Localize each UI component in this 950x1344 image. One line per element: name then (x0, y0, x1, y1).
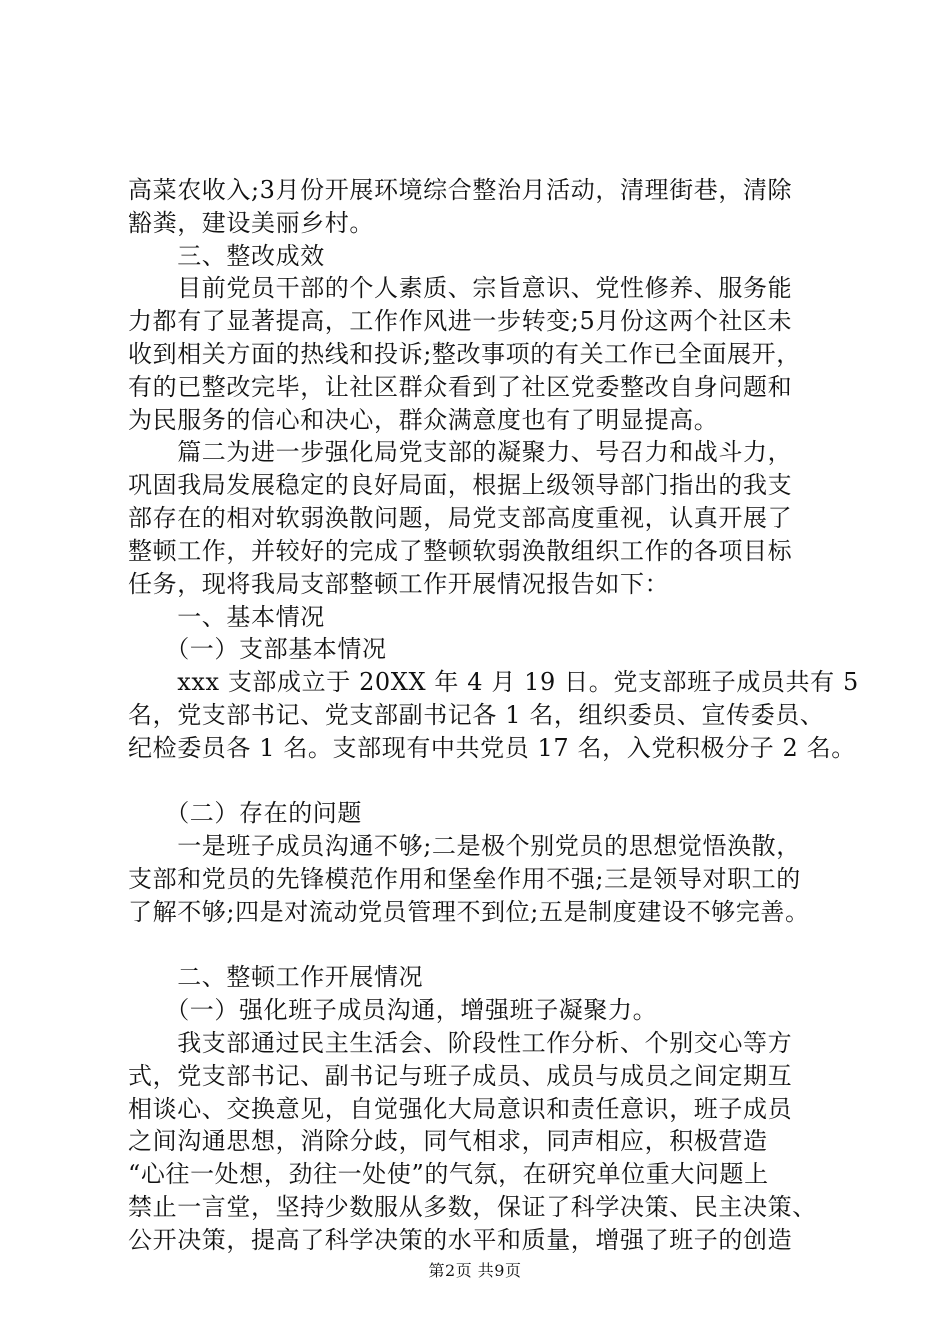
text-line: 支部和党员的先锋模范作用和堡垒作用不强;三是领导对职工的 (128, 865, 801, 893)
text-line: 巩固我局发展稳定的良好局面，根据上级领导部门指出的我支 (128, 471, 793, 499)
text-line: 力都有了显著提高，工作作风进一步转变;5月份这两个社区未 (128, 307, 793, 335)
text-line: 名，党支部书记、党支部副书记各 1 名，组织委员、宣传委员、 (128, 701, 825, 729)
text-line: 了解不够;四是对流动党员管理不到位;五是制度建设不够完善。 (128, 898, 810, 926)
text-line: 公开决策，提高了科学决策的水平和质量，增强了班子的创造 (128, 1226, 793, 1254)
text-line: 之间沟通思想，消除分歧，同气相求，同声相应，积极营造 (128, 1127, 768, 1155)
subsection-heading: （一）支部基本情况 (128, 635, 387, 663)
text-line: 式，党支部书记、副书记与班子成员、成员与成员之间定期互 (128, 1062, 793, 1090)
text-line: 禁止一言堂，坚持少数服从多数，保证了科学决策、民主决策、 (128, 1193, 817, 1221)
text-line: 我支部通过民主生活会、阶段性工作分析、个别交心等方 (128, 1029, 793, 1057)
section-heading: 一、基本情况 (128, 603, 325, 631)
subsection-heading: （二）存在的问题 (128, 799, 362, 827)
section-heading: 三、整改成效 (128, 242, 325, 270)
text-line: 纪检委员各 1 名。支部现有中共党员 17 名，入党积极分子 2 名。 (128, 734, 856, 762)
text-line: 为民服务的信心和决心，群众满意度也有了明显提高。 (128, 406, 719, 434)
page-footer: 第2页 共9页 (428, 1261, 522, 1280)
text-line: 有的已整改完毕，让社区群众看到了社区党委整改自身问题和 (128, 373, 793, 401)
section-heading: 二、整顿工作开展情况 (128, 963, 424, 991)
text-line: xxx 支部成立于 20XX 年 4 月 19 日。党支部班子成员共有 5 (128, 668, 859, 696)
text-line: 部存在的相对软弱涣散问题，局党支部高度重视，认真开展了 (128, 504, 793, 532)
text-line: 一是班子成员沟通不够;二是极个别党员的思想觉悟涣散， (128, 832, 801, 860)
text-line: 整顿工作，并较好的完成了整顿软弱涣散组织工作的各项目标 (128, 537, 793, 565)
text-line: 目前党员干部的个人素质、宗旨意识、党性修养、服务能 (128, 274, 793, 302)
text-line: 相谈心、交换意见，自觉强化大局意识和责任意识，班子成员 (128, 1095, 793, 1123)
text-line: “心往一处想，劲往一处使”的气氛，在研究单位重大问题上 (128, 1160, 769, 1188)
subsection-heading: （一）强化班子成员沟通，增强班子凝聚力。 (128, 996, 658, 1024)
text-line: 篇二为进一步强化局党支部的凝聚力、号召力和战斗力， (128, 438, 793, 466)
text-line: 豁粪，建设美丽乡村。 (128, 209, 374, 237)
text-line: 任务，现将我局支部整顿工作开展情况报告如下： (128, 570, 670, 598)
text-line: 高菜农收入;3月份开展环境综合整治月活动，清理街巷，清除 (128, 176, 793, 204)
text-line: 收到相关方面的热线和投诉;整改事项的有关工作已全面展开， (128, 340, 801, 368)
